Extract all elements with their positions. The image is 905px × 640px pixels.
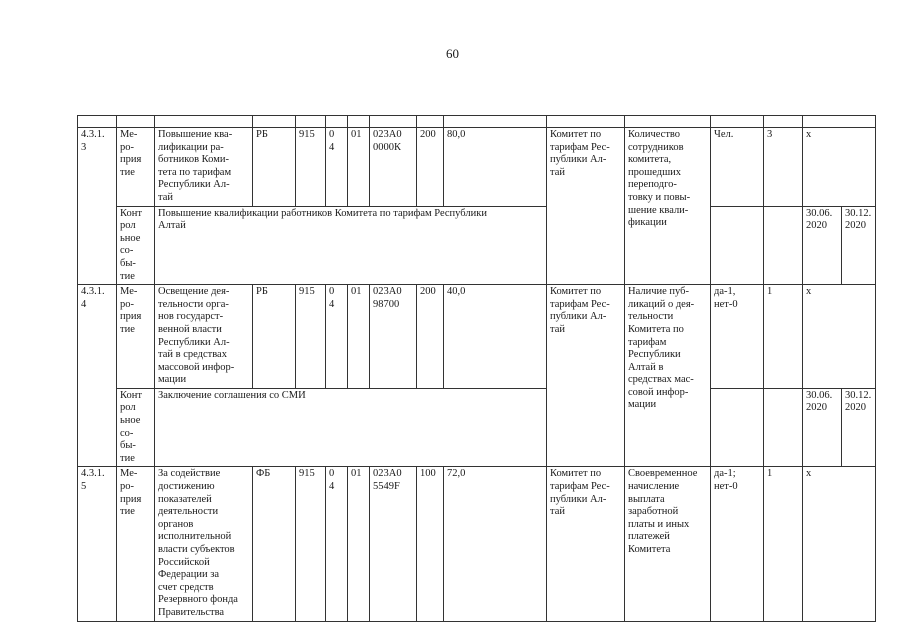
subsection-code: 01 xyxy=(348,128,370,207)
table-row xyxy=(78,128,876,207)
date-start: 30.06. 2020 xyxy=(803,206,842,285)
executor: Комитет по тарифам Рес- публики Ал- тай xyxy=(547,467,625,621)
section-code: 0 4 xyxy=(326,285,348,389)
page-number: 60 xyxy=(446,46,459,61)
term: х xyxy=(803,467,876,621)
target-article-code: 023А0 5549F xyxy=(370,467,417,621)
term: х xyxy=(803,285,876,389)
budget-source: РБ xyxy=(253,128,296,207)
expense-type-code: 100 xyxy=(417,467,444,621)
indicator: Своевременное начисление выплата заработной платы и иных платежей Комитета xyxy=(625,467,711,621)
expense-type-code: 200 xyxy=(417,128,444,207)
indicator: Наличие пуб- ликаций о дея- тельности Комитета по тарифам Республики Алтай в средствах мас- совой инфор- мации xyxy=(625,285,711,467)
table-row xyxy=(78,467,876,621)
value: 1 xyxy=(764,467,803,621)
date-end: 30.12. 2020 xyxy=(842,206,876,285)
value: 3 xyxy=(764,128,803,207)
target-article-code: 023А0 98700 xyxy=(370,285,417,389)
unit: да-1, нет-0 xyxy=(711,285,764,389)
row-number: 4.3.1. 5 xyxy=(78,467,117,621)
row-type: Ме- ро- прия тие xyxy=(117,467,155,621)
dept-code: 915 xyxy=(296,285,326,389)
subsection-code: 01 xyxy=(348,467,370,621)
activity-name: Повышение ква- лификации ра- ботников Коми- тета по тарифам Республики Ал- тай xyxy=(155,128,253,207)
section-code: 0 4 xyxy=(326,128,348,207)
event-name: Повышение квалификации работников Комитета по тарифам Республики Алтай xyxy=(155,206,547,285)
activity-table xyxy=(77,115,876,622)
activity-name: За содействие достижению показателей деятельности органов исполнительной власти субъектов Российской Федерации за счет средств Резервного фонда Правительства xyxy=(155,467,253,621)
activity-name: Освещение дея- тельности орга- нов государст- венной власти Республики Ал- тай в средствах массовой инфор- мации xyxy=(155,285,253,389)
budget-source: РБ xyxy=(253,285,296,389)
dept-code: 915 xyxy=(296,128,326,207)
amount: 80,0 xyxy=(444,128,547,207)
event-type: Конт рол ьное со- бы- тие xyxy=(117,206,155,285)
row-type: Ме- ро- прия тие xyxy=(117,128,155,207)
target-article-code: 023А0 0000К xyxy=(370,128,417,207)
amount: 72,0 xyxy=(444,467,547,621)
indicator: Количество сотрудников комитета, прошедших переподго- товку и повы- шение квали- фикации xyxy=(625,128,711,285)
executor: Комитет по тарифам Рес- публики Ал- тай xyxy=(547,285,625,467)
table-row xyxy=(78,388,876,467)
unit: да-1; нет-0 xyxy=(711,467,764,621)
event-type: Конт рол ьное со- бы- тие xyxy=(117,388,155,467)
value: 1 xyxy=(764,285,803,389)
table-header-row xyxy=(78,116,876,128)
row-number: 4.3.1. 3 xyxy=(78,128,117,285)
date-start: 30.06. 2020 xyxy=(803,388,842,467)
section-code: 0 4 xyxy=(326,467,348,621)
amount: 40,0 xyxy=(444,285,547,389)
row-type: Ме- ро- прия тие xyxy=(117,285,155,389)
executor: Комитет по тарифам Рес- публики Ал- тай xyxy=(547,128,625,285)
subsection-code: 01 xyxy=(348,285,370,389)
row-number: 4.3.1. 4 xyxy=(78,285,117,467)
unit: Чел. xyxy=(711,128,764,207)
table-row xyxy=(78,206,876,285)
term: х xyxy=(803,128,876,207)
dept-code: 915 xyxy=(296,467,326,621)
budget-source: ФБ xyxy=(253,467,296,621)
expense-type-code: 200 xyxy=(417,285,444,389)
table-row xyxy=(78,285,876,389)
date-end: 30.12. 2020 xyxy=(842,388,876,467)
event-name: Заключение соглашения со СМИ xyxy=(155,388,547,467)
